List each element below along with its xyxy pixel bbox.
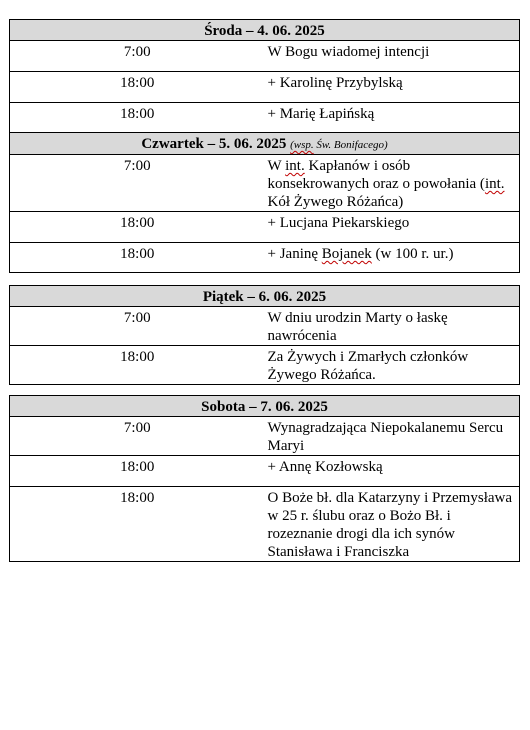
day-header-text: Środa – 4. 06. 2025 bbox=[10, 20, 520, 41]
table-row bbox=[10, 243, 520, 273]
day-header-friday bbox=[10, 286, 520, 307]
mass-time: 18:00 bbox=[10, 72, 265, 103]
mass-intention: + Karolinę Przybylską bbox=[265, 72, 520, 103]
day-header-text: Czwartek – 5. 06. 2025 bbox=[141, 136, 287, 152]
mass-time: 18:00 bbox=[10, 103, 265, 133]
table-row bbox=[10, 346, 520, 385]
day-header-thursday bbox=[10, 133, 520, 155]
table-row bbox=[10, 72, 520, 103]
mass-time: 7:00 bbox=[10, 307, 265, 346]
day-header-note: (wsp. Św. Bonifacego) bbox=[290, 139, 388, 151]
mass-intention: + Lucjana Piekarskiego bbox=[265, 212, 520, 243]
day-header-wednesday bbox=[10, 20, 520, 41]
mass-intention: W dniu urodzin Marty o łaskę nawrócenia bbox=[265, 307, 520, 346]
mass-time: 18:00 bbox=[10, 456, 265, 487]
day-header-text: Piątek – 6. 06. 2025 bbox=[10, 286, 520, 307]
mass-time: 7:00 bbox=[10, 417, 265, 456]
table-row bbox=[10, 212, 520, 243]
mass-time: 18:00 bbox=[10, 212, 265, 243]
table-row bbox=[10, 103, 520, 133]
schedule-table-fri bbox=[9, 285, 520, 385]
mass-intention: + Marię Łapińską bbox=[265, 103, 520, 133]
schedule-table-sat bbox=[9, 395, 520, 562]
mass-intention: O Boże bł. dla Katarzyny i Przemysława w 25 r. ślubu oraz o Bożo Bł. i rozeznanie drogi dla ich synów Stanisława i Franciszka bbox=[265, 487, 520, 562]
table-row bbox=[10, 41, 520, 72]
mass-time: 18:00 bbox=[10, 243, 265, 273]
mass-time: 7:00 bbox=[10, 155, 265, 212]
mass-intention: Wynagradzająca Niepokalanemu Sercu Maryi bbox=[265, 417, 520, 456]
mass-intention: W Bogu wiadomej intencji bbox=[265, 41, 520, 72]
mass-intention: W int. Kapłanów i osób konsekrowanych oraz o powołania (int. Kół Żywego Różańca) bbox=[265, 155, 520, 212]
day-header-saturday bbox=[10, 396, 520, 417]
mass-time: 18:00 bbox=[10, 487, 265, 562]
mass-time: 18:00 bbox=[10, 346, 265, 385]
mass-time: 7:00 bbox=[10, 41, 265, 72]
table-row bbox=[10, 307, 520, 346]
schedule-table-wed-thu bbox=[9, 19, 520, 273]
mass-intention: Za Żywych i Zmarłych członków Żywego Różańca. bbox=[265, 346, 520, 385]
table-row bbox=[10, 417, 520, 456]
mass-intention: + Janinę Bojanek (w 100 r. ur.) bbox=[265, 243, 520, 273]
mass-intention: + Annę Kozłowską bbox=[265, 456, 520, 487]
table-row bbox=[10, 487, 520, 562]
table-row bbox=[10, 456, 520, 487]
day-header-text: Sobota – 7. 06. 2025 bbox=[10, 396, 520, 417]
table-row bbox=[10, 155, 520, 212]
